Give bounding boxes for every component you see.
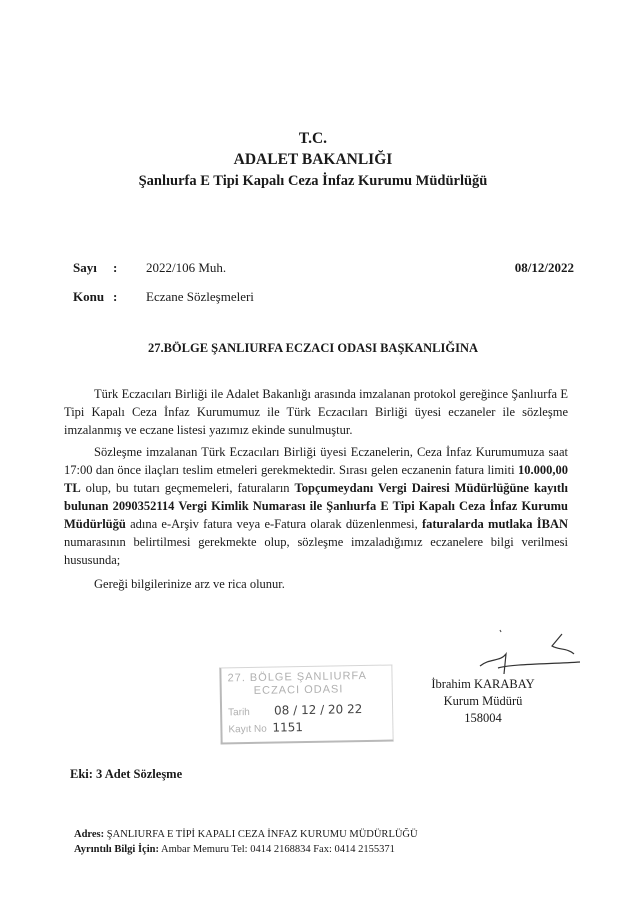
signature-block xyxy=(418,676,548,727)
signature-mark xyxy=(470,628,590,683)
footer-contact-label: Ayrıntılı Bilgi İçin: xyxy=(74,844,159,855)
stamp-tarih-value: 08 / 12 / 20 22 xyxy=(273,702,363,718)
paragraph-1 xyxy=(64,385,568,439)
receipt-stamp xyxy=(219,664,393,744)
stamp-tarih-label: Tarih xyxy=(228,706,250,719)
stamp-line-2: ECZACI ODASI xyxy=(253,683,344,697)
document-date: 08/12/2022 xyxy=(514,260,574,275)
sayi-value: 2022/106 Muh. xyxy=(146,260,227,275)
paragraph-2-text xyxy=(64,443,568,569)
header-tc: T.C. xyxy=(298,130,328,147)
p2-part-g: numarasının belirtilmesi gerekmekte olup, sözleşme imzaladığımız eczanelere bilgi verilmesi hususunda; xyxy=(64,535,568,567)
addressee: 27.BÖLGE ŞANLIURFA ECZACI ODASI BAŞKANLIĞINA xyxy=(147,341,479,355)
signatory-number: 158004 xyxy=(464,711,502,725)
signatory-title: Kurum Müdürü xyxy=(443,694,523,708)
footer-address xyxy=(74,829,418,840)
signatory-name: İbrahim KARABAY xyxy=(431,677,535,691)
sayi-label: Sayı xyxy=(73,260,97,275)
konu-label: Konu xyxy=(73,289,105,304)
header-ministry: ADALET BAKANLIĞI xyxy=(233,151,393,168)
attachments: Eki: 3 Adet Sözleşme xyxy=(70,767,183,781)
footer-address-value: ŞANLIURFA E TİPİ KAPALI CEZA İNFAZ KURUMU MÜDÜRLÜĞÜ xyxy=(106,829,418,840)
fatura-limit: 10.000,00 TL xyxy=(64,463,568,495)
p2-part-c: olup, bu tutarı geçmemeleri, faturaların xyxy=(80,481,295,495)
p2-part-e: adına e-Arşiv fatura veya e-Fatura olarak düzenlenmesi, xyxy=(125,517,422,531)
iban-notice: faturalarda mutlaka İBAN xyxy=(421,517,568,531)
stamp-kayit-label: Kayıt No xyxy=(228,723,267,736)
paragraph-3 xyxy=(64,575,568,593)
paragraph-3-text: Gereği bilgilerinize arz ve rica olunur. xyxy=(94,577,285,591)
sayi-colon: : xyxy=(113,260,118,275)
stamp-kayit-value: 1151 xyxy=(272,720,304,735)
konu-value: Eczane Sözleşmeleri xyxy=(146,289,254,304)
footer-address-label: Adres: xyxy=(74,829,105,840)
footer-contact xyxy=(74,844,395,855)
tax-office-info: Topçumeydanı Vergi Dairesi Müdürlüğüne kayıtlı bulunan 2090352114 Vergi Kimlik Numarası ile Şanlıurfa E Tipi Kapalı Ceza İnfaz Kurumu Müdürlüğü xyxy=(64,481,568,531)
paragraph-1-text: Türk Eczacıları Birliği ile Adalet Bakanlığı arasında imzalanan protokol gereğince Şanlıurfa E Tipi Kapalı Ceza İnfaz Kurumumuz ile Türk Eczacıları Birliği üyesi eczaneler ile sözleşme imzalanmış ve eczane listesi yazımız ekinde sunulmuştur. xyxy=(64,387,568,437)
footer-contact-value: Ambar Memuru Tel: 0414 2168834 Fax: 0414 2155371 xyxy=(161,844,395,855)
header-institution: Şanlıurfa E Tipi Kapalı Ceza İnfaz Kurumu Müdürlüğü xyxy=(138,173,488,189)
stamp-line-1: 27. BÖLGE ŞANLIURFA xyxy=(227,669,368,685)
konu-colon: : xyxy=(113,289,118,304)
p2-part-a: Sözleşme imzalanan Türk Eczacıları Birliği üyesi Eczanelerin, Ceza İnfaz Kurumumuza saat 17:00 dan önce ilaçları teslim etmeleri gerekmektedir. Sırası gelen eczanenin fatura limiti xyxy=(64,445,568,477)
paragraph-2 xyxy=(64,443,568,569)
